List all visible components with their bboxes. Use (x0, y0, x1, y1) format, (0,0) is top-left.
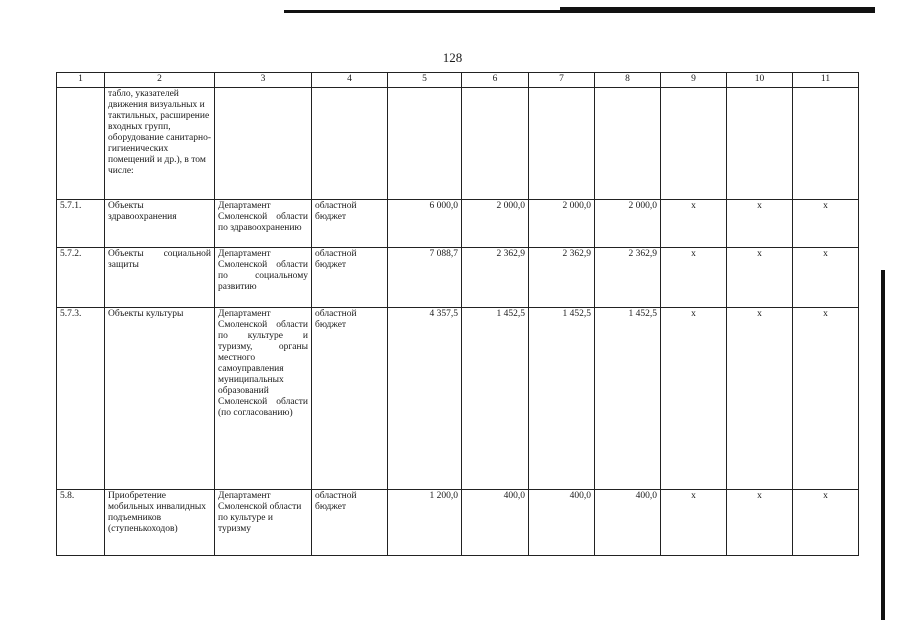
row-year3: 400,0 (595, 490, 661, 556)
row-col10: x (727, 308, 793, 490)
row-year1: 2 000,0 (462, 200, 529, 248)
row-total: 7 088,7 (388, 248, 462, 308)
col-header-5: 5 (388, 73, 462, 88)
row-col11: x (793, 248, 859, 308)
row-source: областной бюджет (312, 200, 388, 248)
header-row (57, 73, 859, 88)
row-col11 (793, 88, 859, 200)
row-col9: x (661, 308, 727, 490)
table-row (57, 490, 859, 556)
row-number: 5.7.3. (57, 308, 105, 490)
col-header-2: 2 (105, 73, 215, 88)
row-total: 6 000,0 (388, 200, 462, 248)
col-header-9: 9 (661, 73, 727, 88)
row-number: 5.8. (57, 490, 105, 556)
row-year1: 1 452,5 (462, 308, 529, 490)
row-col11: x (793, 200, 859, 248)
row-year3: 2 362,9 (595, 248, 661, 308)
row-col10 (727, 88, 793, 200)
scan-edge-top (284, 10, 875, 13)
col-header-6: 6 (462, 73, 529, 88)
row-executor: Департамент Смоленской области по культуре и туризму (215, 490, 312, 556)
row-executor: Департамент Смоленской области по культуре и туризму, органы местного самоуправления муниципальных образований Смоленской области (по согласованию) (215, 308, 312, 490)
row-col10: x (727, 248, 793, 308)
table-row (57, 308, 859, 490)
row-year1: 2 362,9 (462, 248, 529, 308)
row-number: 5.7.1. (57, 200, 105, 248)
row-year2 (529, 88, 595, 200)
row-col9 (661, 88, 727, 200)
row-executor: Департамент Смоленской области по социальному развитию (215, 248, 312, 308)
table-row (57, 200, 859, 248)
col-header-3: 3 (215, 73, 312, 88)
budget-table (56, 72, 859, 556)
row-year2: 400,0 (529, 490, 595, 556)
row-col11: x (793, 308, 859, 490)
col-header-7: 7 (529, 73, 595, 88)
row-year3: 2 000,0 (595, 200, 661, 248)
row-col9: x (661, 490, 727, 556)
row-total: 1 200,0 (388, 490, 462, 556)
row-executor: Департамент Смоленской области по здравоохранению (215, 200, 312, 248)
row-source (312, 88, 388, 200)
col-header-10: 10 (727, 73, 793, 88)
row-name: Объекты здравоохранения (105, 200, 215, 248)
row-total (388, 88, 462, 200)
row-source: областной бюджет (312, 248, 388, 308)
row-year2: 2 362,9 (529, 248, 595, 308)
row-col9: x (661, 200, 727, 248)
row-source: областной бюджет (312, 308, 388, 490)
row-col9: x (661, 248, 727, 308)
col-header-8: 8 (595, 73, 661, 88)
row-year1: 400,0 (462, 490, 529, 556)
col-header-1: 1 (57, 73, 105, 88)
row-year2: 1 452,5 (529, 308, 595, 490)
row-col10: x (727, 200, 793, 248)
row-name: табло, указателей движения визуальных и тактильных, расширение входных групп, оборудование санитарно-гигиенических помещений и др.), в том числе: (105, 88, 215, 200)
row-executor (215, 88, 312, 200)
col-header-11: 11 (793, 73, 859, 88)
page-number: 128 (442, 50, 463, 65)
row-name: Приобретение мобильных инвалидных подъемников (ступенькоходов) (105, 490, 215, 556)
row-col11: x (793, 490, 859, 556)
row-year1 (462, 88, 529, 200)
scan-edge-right (881, 270, 885, 620)
table-row (57, 248, 859, 308)
row-name: Объекты социальной защиты (105, 248, 215, 308)
row-number: 5.7.2. (57, 248, 105, 308)
row-year3 (595, 88, 661, 200)
row-name: Объекты культуры (105, 308, 215, 490)
row-source: областной бюджет (312, 490, 388, 556)
table-row (57, 88, 859, 200)
col-header-4: 4 (312, 73, 388, 88)
row-col10: x (727, 490, 793, 556)
row-number (57, 88, 105, 200)
row-year2: 2 000,0 (529, 200, 595, 248)
row-year3: 1 452,5 (595, 308, 661, 490)
row-total: 4 357,5 (388, 308, 462, 490)
